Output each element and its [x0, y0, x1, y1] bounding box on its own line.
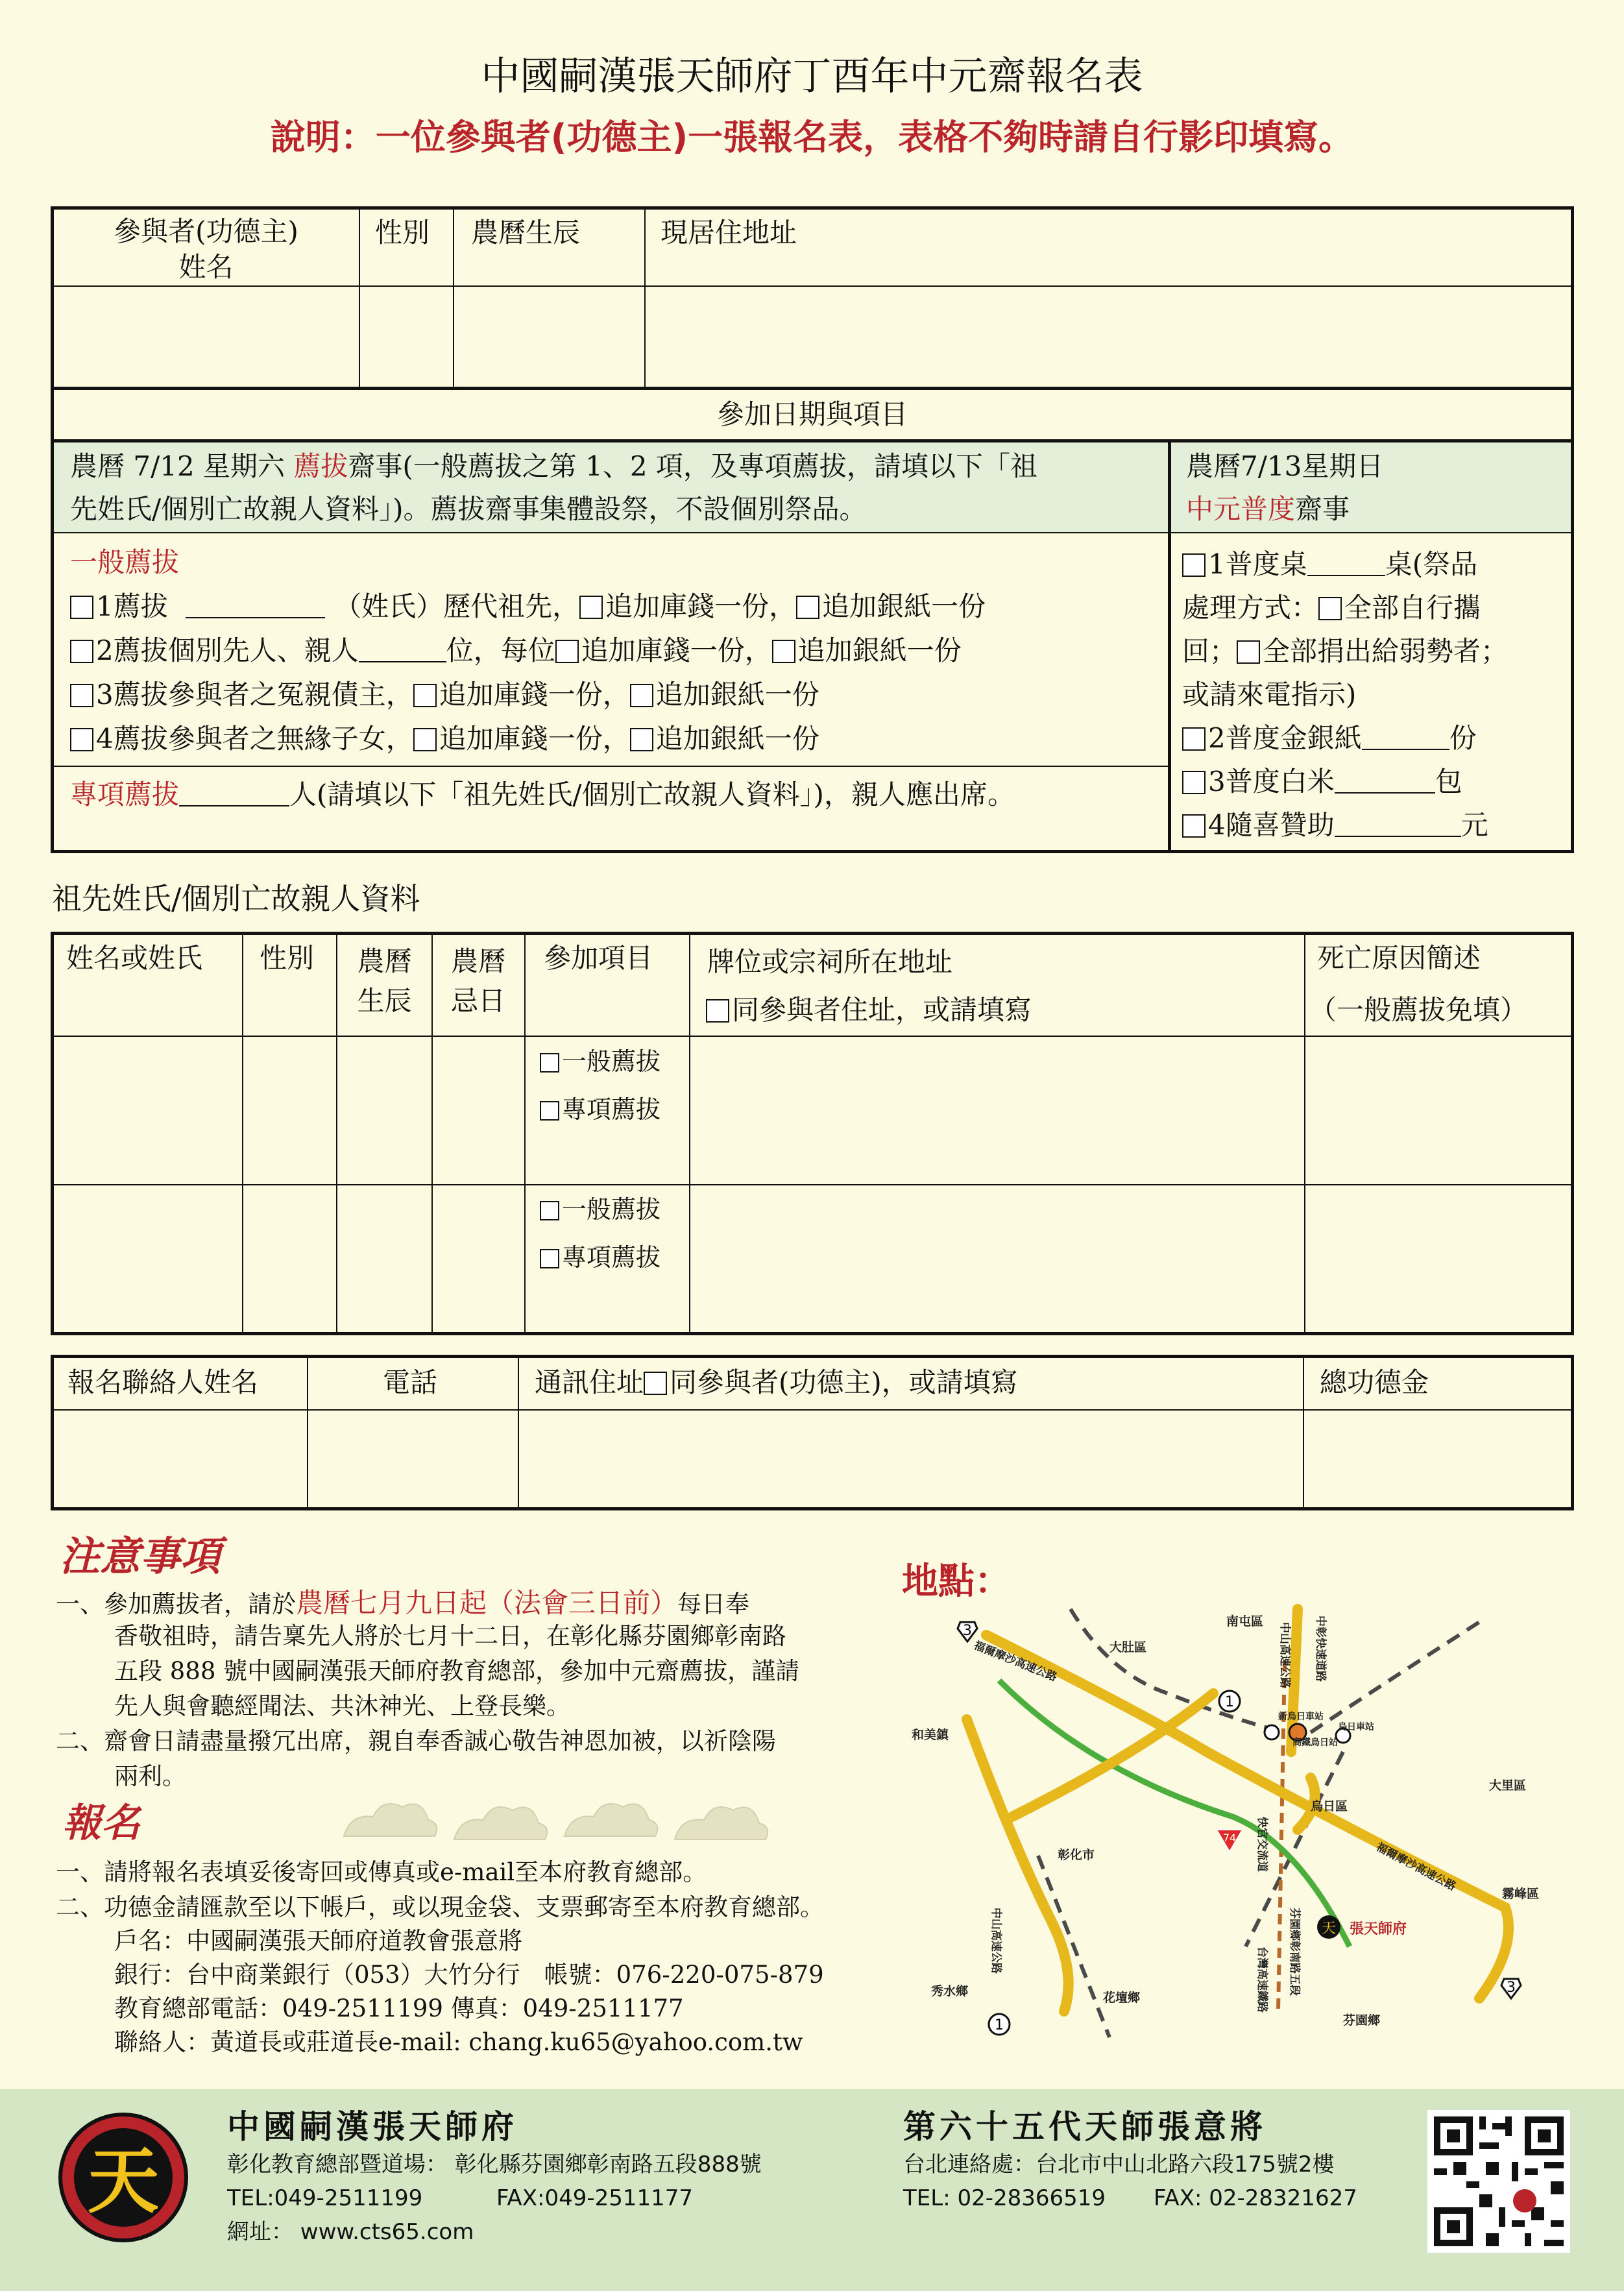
- item1-text: （姓氏）歷代祖先，: [334, 590, 580, 622]
- pudu-item-2: [1182, 722, 1477, 755]
- footer-taipei-address: 台北連絡處：台北市中山北路六段175號2樓: [903, 2152, 1335, 2177]
- contact-phone-header: 電話: [383, 1366, 438, 1398]
- ancestor-cause-note: （一般薦拔免填）: [1309, 994, 1528, 1026]
- divider: [54, 766, 1168, 767]
- contact-person: 聯絡人：黃道長或莊道長e-mail: chang.ku65@yahoo.com.tw: [114, 2028, 803, 2056]
- item1-checkbox[interactable]: [70, 596, 93, 619]
- pudu-item-3: [1182, 766, 1462, 798]
- divider: [1304, 935, 1305, 1332]
- marker-1-n: 1: [1225, 1694, 1234, 1710]
- item4-checkbox[interactable]: [70, 728, 93, 751]
- item1-extra-silver-checkbox[interactable]: [796, 596, 819, 619]
- footer-hq-tel: TEL:049-2511199: [227, 2185, 423, 2211]
- note-1-line4: 先人與會聽經聞法、共沐神光、上登長樂。: [114, 1692, 570, 1720]
- note-1-line3: 五段 888 號中國嗣漢張天師府教育總部，參加中元齋薦拔，謹請: [114, 1657, 800, 1685]
- pudu-item-4: [1182, 809, 1488, 842]
- divider: [54, 1184, 1571, 1185]
- ancestor-items-header: 參加項目: [544, 942, 653, 974]
- label-hemei: 和美鎮: [912, 1728, 949, 1742]
- surname-blank[interactable]: [186, 595, 325, 618]
- pudu4-unit: 元: [1460, 809, 1488, 841]
- same-address-checkbox[interactable]: [706, 999, 729, 1023]
- ancestor-cause-header: 死亡原因簡述: [1317, 942, 1481, 974]
- form-title: 中國嗣漢張天師府丁酉年中元齋報名表: [481, 54, 1143, 99]
- day2-date: 農曆7/13星期日: [1186, 450, 1384, 482]
- item2-checkbox[interactable]: [70, 640, 93, 663]
- day1-jianba: 薦拔: [293, 450, 348, 482]
- route-74: 74: [1222, 1832, 1237, 1844]
- item4-extra-silver-checkbox[interactable]: [630, 728, 653, 751]
- total-amount-field[interactable]: [1305, 1412, 1571, 1507]
- dest-logo: 天: [1321, 1921, 1337, 1937]
- register-line-2: 二、功德金請匯款至以下帳戶，或以現金袋、支票郵寄至本府教育總部。: [56, 1893, 824, 1921]
- label-nantun: 南屯區: [1226, 1614, 1264, 1629]
- label-expressway: 中彰快速道路: [1314, 1616, 1327, 1682]
- general-item-1: [70, 590, 986, 623]
- note-1-line2: 香敬祖時，請告稟先人將於七月十二日，在彰化縣芬園鄉彰南路: [114, 1622, 786, 1650]
- form-note: 說明：一位參與者(功德主)一張報名表，表格不夠時請自行影印填寫。: [270, 117, 1354, 158]
- item4-label: 4薦拔參與者之無緣子女，: [96, 723, 413, 755]
- row1-general-option: [540, 1047, 661, 1077]
- item2-label: 2薦拔個別先人、親人: [96, 635, 359, 666]
- note-1-line1: [56, 1587, 749, 1619]
- register-heading: 報名: [62, 1800, 140, 1846]
- take-back-label-2: 回；: [1182, 635, 1237, 667]
- contact-same-address-checkbox[interactable]: [644, 1372, 667, 1395]
- day1-line1: [70, 450, 1037, 483]
- label-wufeng: 霧峰區: [1502, 1887, 1540, 1901]
- contact-address-field[interactable]: [520, 1412, 1302, 1507]
- pudu4-checkbox[interactable]: [1182, 814, 1206, 838]
- item3-extra-silver-checkbox[interactable]: [630, 684, 653, 707]
- count-blank[interactable]: [359, 639, 446, 662]
- label-interchange: 快官交流道: [1255, 1817, 1268, 1872]
- item1-extra-coin: 追加庫錢一份，: [605, 590, 797, 622]
- divider: [54, 1036, 1571, 1037]
- note-2-line2: 兩利。: [114, 1762, 186, 1790]
- account-name: 戶名：中國嗣漢張天師府道教會張意將: [114, 1927, 522, 1955]
- ancestor-name-header: 姓名或姓氏: [66, 942, 203, 974]
- item4-extra-silver: 追加銀紙一份: [655, 723, 819, 755]
- contact-address-label: 通訊住址: [535, 1366, 644, 1398]
- pudu3-checkbox[interactable]: [1182, 771, 1206, 794]
- contact-name-field[interactable]: [54, 1412, 306, 1507]
- rice-count-blank[interactable]: [1335, 770, 1435, 794]
- note-2-line1: 二、齋會日請盡量撥冗出席，親自奉香誠心敬告神恩加被，以祈陰陽: [56, 1727, 776, 1755]
- divider: [524, 935, 526, 1332]
- general-item-2: [70, 635, 962, 667]
- label-rail: 台灣高速鐵路: [1255, 1946, 1268, 2013]
- divider: [518, 1358, 519, 1507]
- special-jianba-label: 專項薦拔: [70, 779, 180, 810]
- item1-extra-coin-checkbox[interactable]: [579, 596, 603, 619]
- row2-special-option: [540, 1243, 661, 1273]
- bank-info: 銀行：台中商業銀行（053）大竹分行 帳號：076-220-075-879: [114, 1961, 824, 1989]
- take-back-checkbox[interactable]: [1318, 597, 1342, 620]
- marker-1-s: 1: [995, 2017, 1004, 2033]
- contact-address-header: [535, 1366, 1018, 1399]
- label-dadu: 大肚區: [1109, 1640, 1147, 1655]
- item2-text: 位，每位: [446, 635, 555, 666]
- pudu1-checkbox[interactable]: [1182, 553, 1206, 577]
- pudu-item-1-line3: [1182, 635, 1508, 668]
- footer-taipei-fax: FAX: 02-28321627: [1154, 2185, 1357, 2211]
- hq-phone: 教育總部電話：049-2511199 傳真：049-2511177: [114, 1994, 684, 2022]
- org-logo: [58, 2113, 188, 2242]
- day1-line1-rest: 齋事(一般薦拔之第 1、2 項，及專項薦拔，請填以下「祖: [348, 450, 1037, 482]
- item2-extra-silver: 追加銀紙一份: [797, 635, 962, 666]
- row2-special-label: 專項薦拔: [562, 1243, 661, 1272]
- contact-total-header: 總功德金: [1320, 1366, 1429, 1398]
- map-heading: 地點：: [902, 1560, 1011, 1603]
- label-highway3-north: 福爾摩沙高速公路: [972, 1639, 1059, 1684]
- row1-general-label: 一般薦拔: [562, 1047, 661, 1076]
- ancestor-place-header: 牌位或宗祠所在地址: [707, 946, 953, 978]
- pudu3-unit: 包: [1435, 766, 1462, 797]
- divider: [307, 1358, 308, 1507]
- pudu1-method: 處理方式：: [1182, 592, 1319, 624]
- pudu4-label: 4隨喜贊助: [1208, 809, 1335, 841]
- divider: [644, 208, 646, 387]
- ancestor-birth-header: 農曆 生辰: [357, 945, 412, 1017]
- special-jianba-line: [70, 779, 1015, 811]
- item2-extra-silver-checkbox[interactable]: [772, 640, 795, 663]
- same-address-label: 同參與者住址，或請填寫: [732, 994, 1032, 1026]
- footer-hq-fax: FAX:049-2511177: [496, 2185, 694, 2211]
- participant-address-header: 現居住地址: [661, 217, 797, 248]
- footer-hq-address: 彰化教育總部暨道場： 彰化縣芬園鄉彰南路五段888號: [227, 2152, 762, 2177]
- pudu-item-1: [1182, 548, 1477, 581]
- ancestor-table: [51, 932, 1574, 1335]
- location-map: [895, 1583, 1570, 2050]
- footer-master-name: 第六十五代天師張意將: [903, 2107, 1266, 2146]
- label-highway1b: 中山高速公路: [989, 1908, 1002, 1974]
- participant-birth-field[interactable]: [455, 289, 643, 386]
- label-highway3-south: 福爾摩沙高速公路: [1374, 1840, 1459, 1894]
- ancestor-gender-header: 性別: [260, 942, 315, 974]
- note-1-pre: 一、參加薦拔者，請於: [56, 1590, 296, 1618]
- ancestor-heading: 祖先姓氏/個別亡故親人資料: [52, 881, 420, 916]
- row2-general-label: 一般薦拔: [562, 1195, 661, 1224]
- pudu1-label: 1普度桌: [1208, 548, 1307, 580]
- divider: [1303, 1358, 1304, 1507]
- footer-org-name: 中國嗣漢張天師府: [227, 2107, 518, 2146]
- dates-heading: 參加日期與項目: [716, 398, 908, 430]
- divider: [52, 285, 1573, 287]
- notes-heading: 注意事項: [60, 1533, 221, 1580]
- label-station-xinwuri: 新烏日車站: [1278, 1712, 1324, 1722]
- participant-name-field[interactable]: [55, 289, 357, 386]
- take-back-label: 全部自行攜: [1344, 592, 1481, 624]
- donate-checkbox[interactable]: [1237, 640, 1260, 664]
- day1-date: 農曆 7/12 星期六: [70, 450, 285, 482]
- label-huatan: 花壇鄉: [1103, 1991, 1141, 2005]
- special-count-blank[interactable]: [179, 783, 289, 806]
- item1-extra-silver: 追加銀紙一份: [822, 590, 986, 622]
- item4-extra-coin-checkbox[interactable]: [413, 728, 437, 751]
- item3-extra-silver: 追加銀紙一份: [655, 679, 819, 710]
- donation-amount-blank[interactable]: [1335, 814, 1461, 837]
- day2-pudu: 中元普度: [1186, 493, 1296, 525]
- divider: [689, 935, 690, 1332]
- contact-phone-field[interactable]: [309, 1412, 516, 1507]
- marker-3-se: 3: [1507, 1980, 1516, 1996]
- general-jianba-heading: 一般薦拔: [70, 546, 180, 578]
- item2-extra-coin-checkbox[interactable]: [555, 640, 579, 663]
- participant-gender-field[interactable]: [361, 289, 452, 386]
- donate-label: 全部捐出給弱勢者；: [1263, 635, 1509, 667]
- contact-same-address-label: 同參與者(功德主)，或請填寫: [670, 1366, 1018, 1398]
- day2-line2: [1186, 493, 1350, 526]
- item3-extra-coin: 追加庫錢一份，: [439, 679, 630, 710]
- divider: [54, 1409, 1571, 1411]
- special-jianba-text: 人(請填以下「祖先姓氏/個別亡故親人資料」)，親人應出席。: [289, 779, 1015, 810]
- day2-zhaishi: 齋事: [1295, 493, 1350, 525]
- item2-extra-coin: 追加庫錢一份，: [581, 635, 772, 666]
- note-1-post: 每日奉: [677, 1590, 750, 1618]
- general-item-3: [70, 679, 819, 711]
- label-road: 芬園鄉彰南路五段: [1288, 1908, 1301, 1996]
- row1-general-checkbox[interactable]: [540, 1053, 559, 1073]
- pudu2-checkbox[interactable]: [1182, 727, 1206, 751]
- participant-birth-header: 農曆生辰: [471, 217, 581, 248]
- participant-name-header: 參與者(功德主) 姓名: [114, 215, 298, 283]
- label-changhua: 彰化市: [1058, 1848, 1095, 1862]
- table-count-blank[interactable]: [1307, 553, 1385, 576]
- item3-label: 3薦拔參與者之冤親債主，: [96, 679, 413, 710]
- pudu1-unit: 桌(祭品: [1385, 548, 1478, 580]
- item3-checkbox[interactable]: [70, 684, 93, 707]
- footer-taipei-tel: TEL: 02-28366519: [903, 2185, 1106, 2211]
- logo-character: 天: [88, 2139, 159, 2223]
- divider: [359, 208, 360, 387]
- general-item-4: [70, 723, 819, 755]
- row1-special-checkbox[interactable]: [540, 1101, 559, 1121]
- row2-general-checkbox[interactable]: [540, 1201, 559, 1220]
- pudu-item-1-line2: [1182, 592, 1481, 624]
- pudu3-label: 3普度白米: [1208, 766, 1335, 797]
- contact-name-header: 報名聯絡人姓名: [67, 1366, 259, 1398]
- paper-count-blank[interactable]: [1362, 727, 1449, 750]
- pudu-item-1-line4: 或請來電指示): [1182, 679, 1357, 710]
- label-highway1: 中山高速公路: [1278, 1622, 1291, 1688]
- participant-address-field[interactable]: [646, 289, 1571, 386]
- label-wuri: 烏日區: [1311, 1799, 1348, 1813]
- pudu2-label: 2普度金銀紙: [1208, 722, 1362, 754]
- label-destination: 張天師府: [1350, 1921, 1407, 1937]
- note-1-date: 農曆七月九日起（法會三日前）: [296, 1587, 678, 1619]
- label-station-hsr: 高鐵烏日站: [1292, 1738, 1338, 1748]
- label-fenyuan: 芬園鄉: [1343, 2013, 1381, 2028]
- ancestor-death-header: 農曆 忌日: [450, 945, 505, 1017]
- qr-code-icon[interactable]: [1427, 2110, 1570, 2253]
- divider: [453, 208, 454, 387]
- row1-special-label: 專項薦拔: [562, 1095, 661, 1124]
- item1-label: 1薦拔: [96, 590, 168, 622]
- cloud-decoration: [337, 1791, 779, 1849]
- marker-3-nw: 3: [963, 1623, 972, 1639]
- pudu2-unit: 份: [1449, 722, 1477, 754]
- label-dali: 大里區: [1489, 1778, 1527, 1793]
- row2-special-checkbox[interactable]: [540, 1249, 559, 1268]
- label-xiushui: 秀水鄉: [931, 1984, 969, 1998]
- row1-special-option: [540, 1095, 661, 1125]
- register-line-1: 一、請將報名表填妥後寄回或傳真或e-mail至本府教育總部。: [56, 1858, 707, 1886]
- participant-gender-header: 性別: [375, 217, 430, 248]
- item3-extra-coin-checkbox[interactable]: [413, 684, 437, 707]
- divider: [242, 935, 243, 1332]
- row2-general-option: [540, 1195, 661, 1225]
- item4-extra-coin: 追加庫錢一份，: [439, 723, 630, 755]
- ancestor-place-option: [706, 994, 1032, 1026]
- footer-website[interactable]: 網址： www.cts65.com: [227, 2219, 474, 2245]
- label-station-wuri: 烏日車站: [1338, 1722, 1374, 1732]
- day1-line2: 先姓氏/個別亡故親人資料」)。薦拔齋事集體設祭，不設個別祭品。: [70, 493, 867, 525]
